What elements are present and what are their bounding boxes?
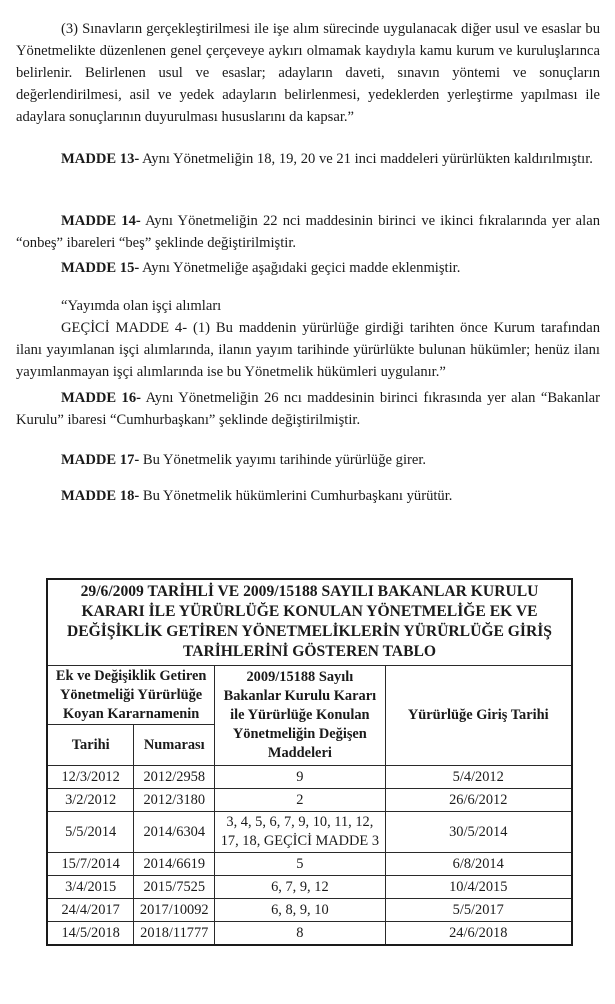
- cell-maddeler: 3, 4, 5, 6, 7, 9, 10, 11, 12, 17, 18, GEÇİCİ MADDE 3: [215, 812, 385, 853]
- madde-18: [16, 485, 600, 507]
- header-degisen-maddeler: 2009/15188 Sayılı Bakanlar Kurulu Kararı ile Yürürlüğe Konulan Yönetmeliğin Değişen Maddeleri: [215, 666, 385, 766]
- article-text: Bu Yönetmelik yayımı tarihinde yürürlüğe girer.: [139, 452, 427, 468]
- table-row: [47, 876, 572, 899]
- cell-giris: 6/8/2014: [385, 853, 572, 876]
- article-text: Aynı Yönetmeliğe aşağıdaki geçici madde eklenmiştir.: [139, 260, 461, 276]
- table-header-row: [47, 666, 572, 725]
- gecici-heading: [16, 295, 600, 317]
- cell-tarihi: 3/4/2015: [47, 876, 134, 899]
- provision-text: GEÇİCİ MADDE 4- (1) Bu maddenin yürürlüğe girdiği tarihten önce Kurum tarafından ilanı yayımlanan işçi alımlarında, ilanın yayım tarihinde yürürlükte bulunan hükümler; henüz ilanı yayımlanmayan işçi alımlarında ise bu Yönetmelik hükümleri uygulanır.”: [16, 320, 600, 380]
- provision-heading: “Yayımda olan işçi alımları: [61, 298, 222, 314]
- madde-17: [16, 449, 600, 471]
- paragraph-3: [16, 18, 600, 128]
- cell-numarasi: 2015/7525: [134, 876, 215, 899]
- table-row: [47, 922, 572, 946]
- cell-numarasi: 2014/6619: [134, 853, 215, 876]
- cell-tarihi: 14/5/2018: [47, 922, 134, 946]
- cell-tarihi: 15/7/2014: [47, 853, 134, 876]
- article-text: Aynı Yönetmeliğin 22 nci maddesinin birinci ve ikinci fıkralarında yer alan “onbeş” ibareleri “beş” şeklinde değiştirilmiştir.: [16, 213, 600, 251]
- header-tarihi: Tarihi: [47, 725, 134, 766]
- paragraph-text: (3) Sınavların gerçekleştirilmesi ile işe alım sürecinde uygulanacak diğer usul ve esaslar bu Yönetmelikte düzenlenen genel çerçeveye aykırı olmamak kaydıyla kamu kurum ve kuruluşlarınca belirlenir. Belirlenen usul ve esaslar; adayların daveti, sınavın yöntemi ve sonuçların değerlendirilmesi, asil ve yedek adayların belirlenmesi, yedeklerden yerleştirme yapılması ile adaylara sonuçlarının duyurulması hususlarını da kapsar.”: [16, 21, 600, 125]
- article-label: MADDE 16-: [61, 390, 141, 406]
- cell-giris: 10/4/2015: [385, 876, 572, 899]
- header-yururluge-giris: Yürürlüğe Giriş Tarihi: [385, 666, 572, 766]
- table-row: [47, 812, 572, 853]
- cell-maddeler: 5: [215, 853, 385, 876]
- cell-maddeler: 9: [215, 766, 385, 789]
- cell-numarasi: 2017/10092: [134, 899, 215, 922]
- article-label: MADDE 14-: [61, 213, 141, 229]
- table-title-row: [47, 579, 572, 666]
- table-row: [47, 853, 572, 876]
- cell-numarasi: 2018/11777: [134, 922, 215, 946]
- cell-tarihi: 3/2/2012: [47, 789, 134, 812]
- madde-13: [16, 148, 600, 170]
- table-row: [47, 766, 572, 789]
- cell-tarihi: 5/5/2014: [47, 812, 134, 853]
- article-label: MADDE 15-: [61, 260, 140, 276]
- cell-giris: 24/6/2018: [385, 922, 572, 946]
- table-row: [47, 899, 572, 922]
- cell-numarasi: 2014/6304: [134, 812, 215, 853]
- table-title: 29/6/2009 TARİHLİ VE 2009/15188 SAYILI BAKANLAR KURULU KARARI İLE YÜRÜRLÜĞE KONULAN YÖNETMELİĞE EK VE DEĞİŞİKLİK GETİREN YÖNETMELİKLERİN YÜRÜRLÜĞE GİRİŞ TARİHLERİNİ GÖSTEREN TABLO: [47, 579, 572, 666]
- article-text: Aynı Yönetmeliğin 18, 19, 20 ve 21 inci maddeleri yürürlükten kaldırılmıştır.: [139, 151, 593, 167]
- header-kararname: Ek ve Değişiklik Getiren Yönetmeliği Yürürlüğe Koyan Kararnamenin: [47, 666, 215, 725]
- cell-tarihi: 12/3/2012: [47, 766, 134, 789]
- article-label: MADDE 13-: [61, 151, 140, 167]
- cell-numarasi: 2012/3180: [134, 789, 215, 812]
- header-numarasi: Numarası: [134, 725, 215, 766]
- article-text: Aynı Yönetmeliğin 26 ncı maddesinin birinci fıkrasında yer alan “Bakanlar Kurulu” ibaresi “Cumhurbaşkanı” şeklinde değiştirilmiştir.: [16, 390, 600, 428]
- cell-giris: 26/6/2012: [385, 789, 572, 812]
- article-text: Bu Yönetmelik hükümlerini Cumhurbaşkanı yürütür.: [139, 488, 453, 504]
- cell-numarasi: 2012/2958: [134, 766, 215, 789]
- madde-14: [16, 210, 600, 254]
- cell-maddeler: 8: [215, 922, 385, 946]
- cell-giris: 5/4/2012: [385, 766, 572, 789]
- cell-giris: 5/5/2017: [385, 899, 572, 922]
- cell-tarihi: 24/4/2017: [47, 899, 134, 922]
- article-label: MADDE 17-: [61, 452, 140, 468]
- madde-16: [16, 387, 600, 431]
- effective-dates-table: [46, 578, 573, 946]
- madde-15: [16, 257, 600, 279]
- table-row: [47, 789, 572, 812]
- cell-maddeler: 6, 8, 9, 10: [215, 899, 385, 922]
- cell-maddeler: 2: [215, 789, 385, 812]
- cell-giris: 30/5/2014: [385, 812, 572, 853]
- article-label: MADDE 18-: [61, 488, 140, 504]
- cell-maddeler: 6, 7, 9, 12: [215, 876, 385, 899]
- gecici-madde-4: [16, 317, 600, 383]
